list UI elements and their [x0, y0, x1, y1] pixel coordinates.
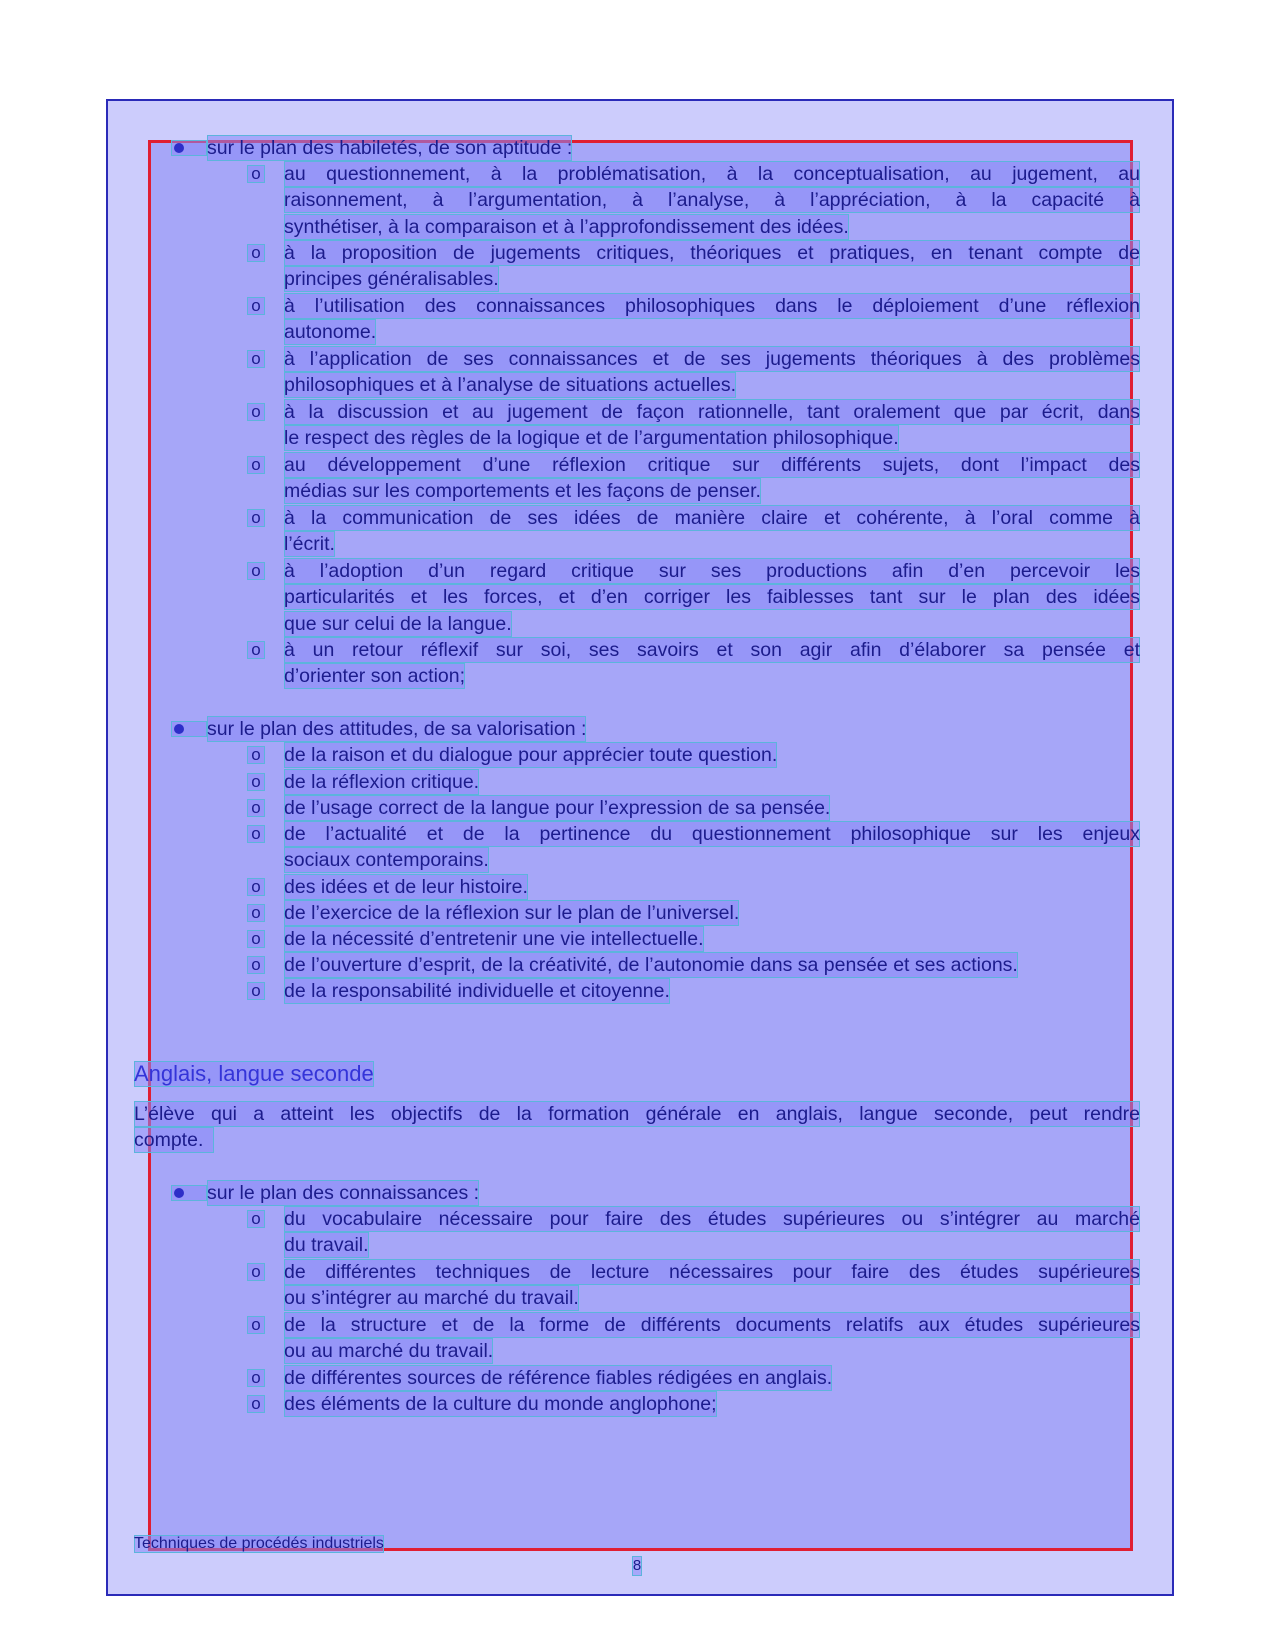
- bullet-dot: [174, 724, 184, 734]
- subbullet-marker: o: [247, 799, 265, 817]
- list-item-line: autonome.: [284, 321, 377, 343]
- list-item-line: de l’ouverture d’esprit, de la créativité, de l’autonomie dans sa pensée et ses actions.: [284, 954, 1018, 976]
- list-item-line: au questionnement, à la problématisation, à la conceptualisation, au jugement, au: [284, 163, 1140, 185]
- list-item-line: de la réflexion critique.: [284, 771, 480, 793]
- list-item-line: au développement d’une réflexion critique sur différents sujets, dont l’impact des: [284, 454, 1140, 476]
- intro-paragraph-line: L’élève qui a atteint les objectifs de la formation générale en anglais, langue seconde, peut rendre: [134, 1103, 1140, 1125]
- list-item-line: des idées et de leur histoire.: [284, 876, 528, 898]
- subbullet-marker: o: [247, 350, 265, 368]
- bullet-dot: [174, 143, 184, 153]
- subbullet-marker: o: [247, 878, 265, 896]
- subbullet-marker: o: [247, 904, 265, 922]
- subbullet-marker: o: [247, 456, 265, 474]
- subbullet-marker: o: [247, 982, 265, 1000]
- list-item-line: à l’application de ses connaissances et de ses jugements théoriques à des problèmes: [284, 348, 1140, 370]
- list-item-line: à l’adoption d’un regard critique sur ses productions afin d’en percevoir les: [284, 560, 1140, 582]
- list-item-line: sociaux contemporains.: [284, 849, 489, 871]
- subbullet-marker: o: [247, 773, 265, 791]
- subbullet-marker: o: [247, 403, 265, 421]
- subbullet-marker: o: [247, 1263, 265, 1281]
- list-item-line: raisonnement, à l’argumentation, à l’analyse, à l’appréciation, à la capacité à: [284, 189, 1140, 211]
- list-item-line: que sur celui de la langue.: [284, 613, 512, 635]
- subbullet-marker: o: [247, 297, 265, 315]
- subbullet-marker: o: [247, 1395, 265, 1413]
- list-item-line: de l’exercice de la réflexion sur le plan de l’universel.: [284, 902, 740, 924]
- bullet-marker: [171, 721, 207, 737]
- list-item-line: de l’usage correct de la langue pour l’expression de sa pensée.: [284, 797, 831, 819]
- bullet-marker: [171, 1185, 207, 1201]
- bullet-heading: sur le plan des attitudes, de sa valorisation :: [207, 718, 587, 740]
- list-item-line: d’orienter son action;: [284, 665, 466, 687]
- intro-paragraph-line: compte.: [134, 1127, 214, 1153]
- bullet-heading: sur le plan des connaissances :: [207, 1182, 480, 1204]
- bullet-marker: [171, 140, 207, 156]
- subbullet-marker: o: [247, 930, 265, 948]
- subbullet-marker: o: [247, 746, 265, 764]
- page-number: 8: [632, 1557, 642, 1574]
- subbullet-marker: o: [247, 562, 265, 580]
- list-item-line: de la raison et du dialogue pour apprécier toute question.: [284, 744, 778, 766]
- list-item-line: de la nécessité d’entretenir une vie intellectuelle.: [284, 928, 704, 950]
- list-item-line: synthétiser, à la comparaison et à l’approfondissement des idées.: [284, 216, 849, 238]
- subbullet-marker: o: [247, 641, 265, 659]
- list-item-line: principes généralisables.: [284, 268, 499, 290]
- list-item-line: particularités et les forces, et d’en corriger les faiblesses tant sur le plan des idées: [284, 586, 1140, 608]
- list-item-line: à l’utilisation des connaissances philosophiques dans le déploiement d’une réflexion: [284, 295, 1140, 317]
- footer-document-title: Techniques de procédés industriels: [134, 1535, 384, 1552]
- list-item-line: du travail.: [284, 1234, 369, 1256]
- list-item-line: ou au marché du travail.: [284, 1340, 494, 1362]
- list-item-line: à la communication de ses idées de manière claire et cohérente, à l’oral comme à: [284, 507, 1140, 529]
- subbullet-marker: o: [247, 165, 265, 183]
- list-item-line: de l’actualité et de la pertinence du questionnement philosophique sur les enjeux: [284, 823, 1140, 845]
- list-item-line: le respect des règles de la logique et de l’argumentation philosophique.: [284, 427, 899, 449]
- list-item-line: du vocabulaire nécessaire pour faire des études supérieures ou s’intégrer au marché: [284, 1208, 1140, 1230]
- list-item-line: de différentes techniques de lecture nécessaires pour faire des études supérieures: [284, 1261, 1140, 1283]
- bullet-heading: sur le plan des habiletés, de son aptitude :: [207, 137, 573, 159]
- subbullet-marker: o: [247, 244, 265, 262]
- bullet-dot: [174, 1188, 184, 1198]
- subbullet-marker: o: [247, 825, 265, 843]
- list-item-line: à un retour réflexif sur soi, ses savoirs et son agir afin d’élaborer sa pensée et: [284, 639, 1140, 661]
- subbullet-marker: o: [247, 956, 265, 974]
- list-item-line: à la discussion et au jugement de façon rationnelle, tant oralement que par écrit, dans: [284, 401, 1140, 423]
- list-item-line: de la structure et de la forme de différents documents relatifs aux études supérieures: [284, 1314, 1140, 1336]
- section-heading: Anglais, langue seconde: [134, 1061, 374, 1086]
- subbullet-marker: o: [247, 1316, 265, 1334]
- subbullet-marker: o: [247, 1369, 265, 1387]
- list-item-line: médias sur les comportements et les façons de penser.: [284, 480, 761, 502]
- list-item-line: à la proposition de jugements critiques, théoriques et pratiques, en tenant compte de: [284, 242, 1140, 264]
- list-item-line: de la responsabilité individuelle et citoyenne.: [284, 980, 670, 1002]
- list-item-line: ou s’intégrer au marché du travail.: [284, 1287, 579, 1309]
- list-item-line: l’écrit.: [284, 533, 335, 555]
- subbullet-marker: o: [247, 509, 265, 527]
- subbullet-marker: o: [247, 1210, 265, 1228]
- list-item-line: des éléments de la culture du monde anglophone;: [284, 1393, 717, 1415]
- list-item-line: philosophiques et à l’analyse de situations actuelles.: [284, 374, 737, 396]
- list-item-line: de différentes sources de référence fiables rédigées en anglais.: [284, 1367, 833, 1389]
